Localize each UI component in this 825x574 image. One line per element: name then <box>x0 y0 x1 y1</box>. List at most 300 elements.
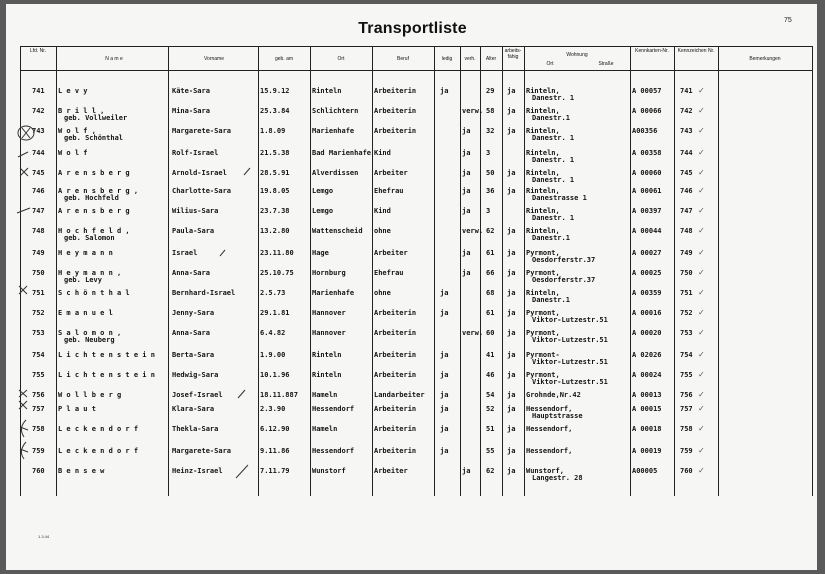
cell-geb: 18.11.887 <box>260 391 298 399</box>
cell-kz: 750 <box>680 269 693 277</box>
cell-vorname: Josef-Israel <box>172 391 223 399</box>
cell-ort: Hage <box>312 249 329 257</box>
cell-wohnung: Pyrmont- <box>526 351 560 359</box>
cell-name: B e n s e w <box>58 467 105 475</box>
cell-kennkarte: A 00027 <box>632 249 662 257</box>
cell-ledig: ja <box>440 405 449 413</box>
cell-wohnung-strasse: Viktor-Lutzestr.51 <box>532 336 608 344</box>
cell-vorname: Thekla-Sara <box>172 425 219 433</box>
cell-kz: 749 <box>680 249 693 257</box>
cell-vorname: Margarete-Sara <box>172 447 232 455</box>
cell-kennkarte: A 00397 <box>632 207 662 215</box>
cell-nr: 757 <box>32 405 45 413</box>
cell-ort: Hannover <box>312 329 346 337</box>
cell-arb: ja <box>507 405 516 413</box>
cell-geb: 6.12.90 <box>260 425 290 433</box>
check-icon: ✓ <box>698 370 705 379</box>
cell-ort: Wattenscheid <box>312 227 363 235</box>
cell-name: H o c h f e l d , <box>58 227 130 235</box>
header-lfd: Lfd. Nr. <box>29 48 47 54</box>
cell-ledig: ja <box>440 289 449 297</box>
cell-wohnung-strasse: Danestr. 1 <box>532 134 575 142</box>
cell-kz: 741 <box>680 87 693 95</box>
check-icon: ✓ <box>698 328 705 337</box>
page-number: 75 <box>784 17 792 24</box>
cell-ort: Marienhafe <box>312 127 355 135</box>
cell-beruf: Arbeiterin <box>374 127 417 135</box>
header-verh: verh. <box>464 56 476 62</box>
cell-beruf: Arbeiterin <box>374 309 417 317</box>
cell-ort: Hameln <box>312 425 338 433</box>
cell-wohnung-strasse: Danestr. 1 <box>532 214 575 222</box>
cell-nr: 752 <box>32 309 45 317</box>
cell-arb: ja <box>507 187 516 195</box>
cell-vorname: Berta-Sara <box>172 351 215 359</box>
cell-alter: 29 <box>486 87 495 95</box>
cell-alter: 61 <box>486 309 495 317</box>
cell-verh: verw. <box>462 329 484 337</box>
cell-vorname: Jenny-Sara <box>172 309 215 317</box>
cell-maiden-name: geb. Hochfeld <box>64 194 119 202</box>
cell-beruf: Kind <box>374 149 391 157</box>
cell-wohnung-strasse: Danestr. 1 <box>532 176 575 184</box>
check-icon: ✓ <box>698 206 705 215</box>
cell-vorname: Bernhard-Israel <box>172 289 236 297</box>
cell-beruf: Arbeiterin <box>374 329 417 337</box>
cell-nr: 755 <box>32 371 45 379</box>
cell-kennkarte: A 00057 <box>632 87 662 95</box>
cell-ledig: ja <box>440 447 449 455</box>
cell-beruf: Arbeiter <box>374 249 408 257</box>
check-icon: ✓ <box>698 268 705 277</box>
cell-ort: Rinteln <box>312 87 342 95</box>
check-icon: ✓ <box>698 424 705 433</box>
cell-name: E m a n u e l <box>58 309 113 317</box>
cell-name: L i c h t e n s t e i n <box>58 351 155 359</box>
cell-alter: 54 <box>486 391 495 399</box>
cell-kz: 759 <box>680 447 693 455</box>
cell-wohnung-strasse: Viktor-Lutzestr.51 <box>532 378 608 386</box>
cell-ort: Lemgo <box>312 187 334 195</box>
cell-kennkarte: A 00060 <box>632 169 662 177</box>
check-icon: ✓ <box>698 446 705 455</box>
cell-arb: ja <box>507 467 516 475</box>
cell-name: L e c k e n d o r f <box>58 447 139 455</box>
cell-kennkarte: A 00013 <box>632 391 662 399</box>
cell-nr: 748 <box>32 227 45 235</box>
cell-ledig: ja <box>440 425 449 433</box>
cell-nr: 750 <box>32 269 45 277</box>
cell-wohnung: Wunstorf, <box>526 467 564 475</box>
cell-kz: 748 <box>680 227 693 235</box>
cell-wohnung: Pyrmont, <box>526 309 560 317</box>
cell-wohnung: Grohnde,Nr.42 <box>526 391 581 399</box>
cell-wohnung-strasse: Danestr. 1 <box>532 156 575 164</box>
cell-alter: 60 <box>486 329 495 337</box>
cell-nr: 756 <box>32 391 45 399</box>
cell-name: A r e n s b e r g <box>58 207 130 215</box>
cell-alter: 51 <box>486 425 495 433</box>
cell-kennkarte: A 00015 <box>632 405 662 413</box>
header-vorname: Vorname <box>203 56 224 62</box>
cell-ledig: ja <box>440 351 449 359</box>
cell-arb: ja <box>507 269 516 277</box>
header-kennzeichen: Kennzeichen Nr. <box>677 48 715 54</box>
cell-nr: 747 <box>32 207 45 215</box>
cell-arb: ja <box>507 371 516 379</box>
cell-ort: Hameln <box>312 391 338 399</box>
cell-name: B r i l l , <box>58 107 105 115</box>
cell-alter: 66 <box>486 269 495 277</box>
cell-ort: Hessendorf <box>312 447 355 455</box>
cell-verh: ja <box>462 249 471 257</box>
cross-mark-756 <box>19 390 27 397</box>
cell-ort: Hornburg <box>312 269 346 277</box>
check-icon: ✓ <box>698 148 705 157</box>
cell-wohnung: Hessendorf, <box>526 447 573 455</box>
cell-name: S a l o m o n , <box>58 329 122 337</box>
cell-wohnung: Rinteln, <box>526 227 560 235</box>
cell-nr: 754 <box>32 351 45 359</box>
cell-arb: ja <box>507 87 516 95</box>
cell-wohnung: Pyrmont, <box>526 249 560 257</box>
cell-wohnung-strasse: Danestr.1 <box>532 234 570 242</box>
cell-geb: 28.5.91 <box>260 169 290 177</box>
header-kennkarte: Kennkarten-Nr. <box>635 48 669 54</box>
check-icon: ✓ <box>698 226 705 235</box>
cell-nr: 753 <box>32 329 45 337</box>
header-wohnung-ort: Ort <box>546 61 554 67</box>
cell-kz: 756 <box>680 391 693 399</box>
cell-nr: 741 <box>32 87 45 95</box>
cell-wohnung: Pyrmont, <box>526 329 560 337</box>
cell-kz: 752 <box>680 309 693 317</box>
cell-geb: 2.3.90 <box>260 405 286 413</box>
cell-maiden-name: geb. Salomon <box>64 234 115 242</box>
header-geb: geb. am <box>274 56 294 62</box>
cell-vorname: Anna-Sara <box>172 269 210 277</box>
cell-alter: 46 <box>486 371 495 379</box>
cell-wohnung-strasse: Viktor-Lutzestr.51 <box>532 358 608 366</box>
cell-geb: 23.7.38 <box>260 207 290 215</box>
cell-geb: 6.4.82 <box>260 329 286 337</box>
cell-kz: 757 <box>680 405 693 413</box>
cell-verh: ja <box>462 127 471 135</box>
cell-verh: ja <box>462 467 471 475</box>
cell-wohnung-strasse: Danestrasse 1 <box>532 194 587 202</box>
check-mark-745 <box>244 168 250 175</box>
cell-kz: 751 <box>680 289 693 297</box>
check-icon: ✓ <box>698 288 705 297</box>
cell-arb: ja <box>507 329 516 337</box>
cross-mark-751 <box>19 286 27 294</box>
check-mark-749 <box>220 250 225 256</box>
cell-geb: 7.11.79 <box>260 467 290 475</box>
cell-vorname: Charlotte-Sara <box>172 187 232 195</box>
cell-beruf: Arbeiterin <box>374 447 417 455</box>
cell-nr: 759 <box>32 447 45 455</box>
header-name: N a m e <box>105 56 123 62</box>
cell-kennkarte: A 00066 <box>632 107 662 115</box>
header-ort: Ort <box>337 56 345 62</box>
cell-wohnung-strasse: Hauptstrasse <box>532 412 583 420</box>
cell-vorname: Rolf-Israel <box>172 149 219 157</box>
cell-wohnung-strasse: Danestr.1 <box>532 114 570 122</box>
header-alter: Alter <box>485 56 497 62</box>
cell-nr: 744 <box>32 149 45 157</box>
cell-ort: Rinteln <box>312 371 342 379</box>
slash-mark-760 <box>236 465 248 478</box>
cell-maiden-name: geb. Neuberg <box>64 336 115 344</box>
cell-alter: 62 <box>486 227 495 235</box>
cell-beruf: Arbeiterin <box>374 405 417 413</box>
cell-wohnung: Rinteln, <box>526 87 560 95</box>
cell-beruf: ohne <box>374 227 391 235</box>
cell-beruf: Arbeiterin <box>374 371 417 379</box>
header-bemerkungen: Bemerkungen <box>749 56 781 62</box>
cell-geb: 23.11.80 <box>260 249 294 257</box>
check-icon: ✓ <box>698 168 705 177</box>
cell-kennkarte: A 00018 <box>632 425 662 433</box>
check-mark-756 <box>238 390 245 398</box>
cell-maiden-name: geb. Vollweiler <box>64 114 128 122</box>
cell-vorname: Käte-Sara <box>172 87 210 95</box>
cell-beruf: Kind <box>374 207 391 215</box>
cell-wohnung: Rinteln, <box>526 107 560 115</box>
cell-wohnung: Rinteln, <box>526 127 560 135</box>
cell-verh: ja <box>462 187 471 195</box>
cell-ort: Rinteln <box>312 351 342 359</box>
cell-wohnung-strasse: Langestr. 28 <box>532 474 583 482</box>
cell-arb: ja <box>507 391 516 399</box>
cell-arb: ja <box>507 127 516 135</box>
cell-kennkarte: A00356 <box>632 127 658 135</box>
cell-arb: ja <box>507 169 516 177</box>
cell-vorname: Hedwig-Sara <box>172 371 219 379</box>
cell-name: A r e n s b e r g <box>58 169 130 177</box>
cell-wohnung-strasse: Oesdorferstr.37 <box>532 276 596 284</box>
cell-name: L e c k e n d o r f <box>58 425 139 433</box>
cell-name: S c h ö n t h a l <box>58 289 130 297</box>
cell-alter: 3 <box>486 149 491 157</box>
cell-name: H e y m a n n , <box>58 269 122 277</box>
cell-beruf: Arbeiterin <box>374 425 417 433</box>
cell-alter: 32 <box>486 127 495 135</box>
cell-verh: ja <box>462 269 471 277</box>
dash-mark-744 <box>18 152 28 157</box>
cell-kz: 758 <box>680 425 693 433</box>
cell-geb: 25.3.84 <box>260 107 290 115</box>
cell-alter: 41 <box>486 351 495 359</box>
cell-alter: 62 <box>486 467 495 475</box>
cell-kennkarte: A00005 <box>632 467 658 475</box>
cross-mark-743 <box>22 128 30 138</box>
cell-beruf: Arbeiter <box>374 169 408 177</box>
cell-name: P l a u t <box>58 405 96 413</box>
cell-vorname: Margarete-Sara <box>172 127 232 135</box>
cell-kz: 745 <box>680 169 693 177</box>
check-icon: ✓ <box>698 350 705 359</box>
cell-kz: 746 <box>680 187 693 195</box>
cell-kz: 742 <box>680 107 693 115</box>
check-icon: ✓ <box>698 390 705 399</box>
cell-ort: Alverdissen <box>312 169 359 177</box>
cell-kz: 744 <box>680 149 693 157</box>
cell-wohnung-strasse: Danestr. 1 <box>532 94 575 102</box>
cell-ledig: ja <box>440 87 449 95</box>
cell-ledig: ja <box>440 391 449 399</box>
cell-ledig: ja <box>440 371 449 379</box>
cell-kennkarte: A 00016 <box>632 309 662 317</box>
cell-ort: Schlichtern <box>312 107 359 115</box>
cell-wohnung: Pyrmont, <box>526 269 560 277</box>
cell-name: W o l l b e r g <box>58 391 122 399</box>
cell-ort: Wunstorf <box>312 467 346 475</box>
cell-wohnung-strasse: Oesdorferstr.37 <box>532 256 596 264</box>
cell-arb: ja <box>507 447 516 455</box>
cell-kennkarte: A 00061 <box>632 187 662 195</box>
cell-wohnung: Pyrmont, <box>526 371 560 379</box>
cell-verh: ja <box>462 207 471 215</box>
cell-beruf: Arbeiterin <box>374 351 417 359</box>
cell-wohnung: Rinteln, <box>526 207 560 215</box>
cell-arb: ja <box>507 227 516 235</box>
cell-alter: 61 <box>486 249 495 257</box>
cell-beruf: Arbeiterin <box>374 87 417 95</box>
cell-alter: 52 <box>486 405 495 413</box>
cell-nr: 760 <box>32 467 45 475</box>
header-arbeitsfaehig: arbeits-fähig <box>504 48 522 60</box>
cell-verh: ja <box>462 149 471 157</box>
cell-geb: 9.11.86 <box>260 447 290 455</box>
cell-nr: 745 <box>32 169 45 177</box>
cell-arb: ja <box>507 107 516 115</box>
cell-beruf: ohne <box>374 289 391 297</box>
cross-mark-757 <box>19 401 27 409</box>
cell-ort: Bad Marienhafe <box>312 149 372 157</box>
cell-name: W o l f , <box>58 127 96 135</box>
cell-vorname: Paula-Sara <box>172 227 215 235</box>
cell-wohnung-strasse: Viktor-Lutzestr.51 <box>532 316 608 324</box>
cell-geb: 13.2.80 <box>260 227 290 235</box>
cell-wohnung: Rinteln, <box>526 289 560 297</box>
check-icon: ✓ <box>698 186 705 195</box>
cell-geb: 29.1.81 <box>260 309 290 317</box>
cell-geb: 21.5.38 <box>260 149 290 157</box>
cell-nr: 742 <box>32 107 45 115</box>
cell-kz: 755 <box>680 371 693 379</box>
check-icon: ✓ <box>698 86 705 95</box>
cell-verh: ja <box>462 169 471 177</box>
check-icon: ✓ <box>698 126 705 135</box>
cell-beruf: Ehefrau <box>374 269 404 277</box>
cell-wohnung: Rinteln, <box>526 149 560 157</box>
cell-name: W o l f <box>58 149 88 157</box>
cell-ort: Lemgo <box>312 207 334 215</box>
cross-mark-745 <box>20 168 28 176</box>
cell-nr: 746 <box>32 187 45 195</box>
cell-alter: 58 <box>486 107 495 115</box>
cell-ort: Hessendorf <box>312 405 355 413</box>
header-wohnung-strasse: Straße <box>598 61 614 67</box>
cell-vorname: Arnold-Israel <box>172 169 227 177</box>
cell-geb: 1.9.00 <box>260 351 286 359</box>
header-beruf: Beruf <box>397 56 409 62</box>
footer-note: 1.3.44 <box>38 534 50 539</box>
cell-vorname: Anna-Sara <box>172 329 210 337</box>
cell-arb: ja <box>507 289 516 297</box>
check-icon: ✓ <box>698 308 705 317</box>
dash-mark-747 <box>17 208 30 213</box>
cell-nr: 743 <box>32 127 45 135</box>
cell-maiden-name: geb. Schönthal <box>64 134 124 142</box>
cell-alter: 50 <box>486 169 495 177</box>
cell-ort: Marienhafe <box>312 289 355 297</box>
cell-nr: 758 <box>32 425 45 433</box>
header-ledig: ledig <box>441 56 453 62</box>
cell-alter: 36 <box>486 187 495 195</box>
cell-name: H e y m a n n <box>58 249 113 257</box>
cell-beruf: Arbeiterin <box>374 107 417 115</box>
cell-wohnung-strasse: Danestr.1 <box>532 296 570 304</box>
cell-vorname: Heinz-Israel <box>172 467 223 475</box>
cell-alter: 68 <box>486 289 495 297</box>
cell-beruf: Landarbeiter <box>374 391 425 399</box>
cell-geb: 15.9.12 <box>260 87 290 95</box>
cell-kennkarte: A 00025 <box>632 269 662 277</box>
cell-beruf: Ehefrau <box>374 187 404 195</box>
cell-nr: 751 <box>32 289 45 297</box>
cell-alter: 55 <box>486 447 495 455</box>
cell-kz: 760 <box>680 467 693 475</box>
cell-arb: ja <box>507 249 516 257</box>
cell-beruf: Arbeiter <box>374 467 408 475</box>
cell-verh: verw. <box>462 107 484 115</box>
cell-arb: ja <box>507 351 516 359</box>
cell-vorname: Klara-Sara <box>172 405 215 413</box>
page-title: Transportliste <box>358 20 467 37</box>
cell-wohnung: Rinteln, <box>526 169 560 177</box>
cell-kennkarte: A 00024 <box>632 371 662 379</box>
check-icon: ✓ <box>698 106 705 115</box>
cell-name: A r e n s b e r g , <box>58 187 139 195</box>
cell-maiden-name: geb. Levy <box>64 276 102 284</box>
cell-name: L e v y <box>58 87 88 95</box>
cell-vorname: Israel <box>172 249 198 257</box>
cell-kz: 754 <box>680 351 693 359</box>
cell-ort: Hannover <box>312 309 346 317</box>
cell-wohnung: Hessendorf, <box>526 425 573 433</box>
cell-kennkarte: A 00044 <box>632 227 662 235</box>
cell-wohnung: Hessendorf, <box>526 405 573 413</box>
cell-kz: 747 <box>680 207 693 215</box>
cell-kz: 753 <box>680 329 693 337</box>
cell-kz: 743 <box>680 127 693 135</box>
cell-kennkarte: A 02026 <box>632 351 662 359</box>
cell-vorname: Wilius-Sara <box>172 207 219 215</box>
cell-kennkarte: A 00019 <box>632 447 662 455</box>
check-icon: ✓ <box>698 404 705 413</box>
cell-nr: 749 <box>32 249 45 257</box>
cell-arb: ja <box>507 309 516 317</box>
cell-geb: 19.8.05 <box>260 187 290 195</box>
check-icon: ✓ <box>698 466 705 475</box>
cell-wohnung: Rinteln, <box>526 187 560 195</box>
cell-geb: 10.1.96 <box>260 371 290 379</box>
cell-geb: 25.10.75 <box>260 269 294 277</box>
cell-ledig: ja <box>440 309 449 317</box>
check-icon: ✓ <box>698 248 705 257</box>
